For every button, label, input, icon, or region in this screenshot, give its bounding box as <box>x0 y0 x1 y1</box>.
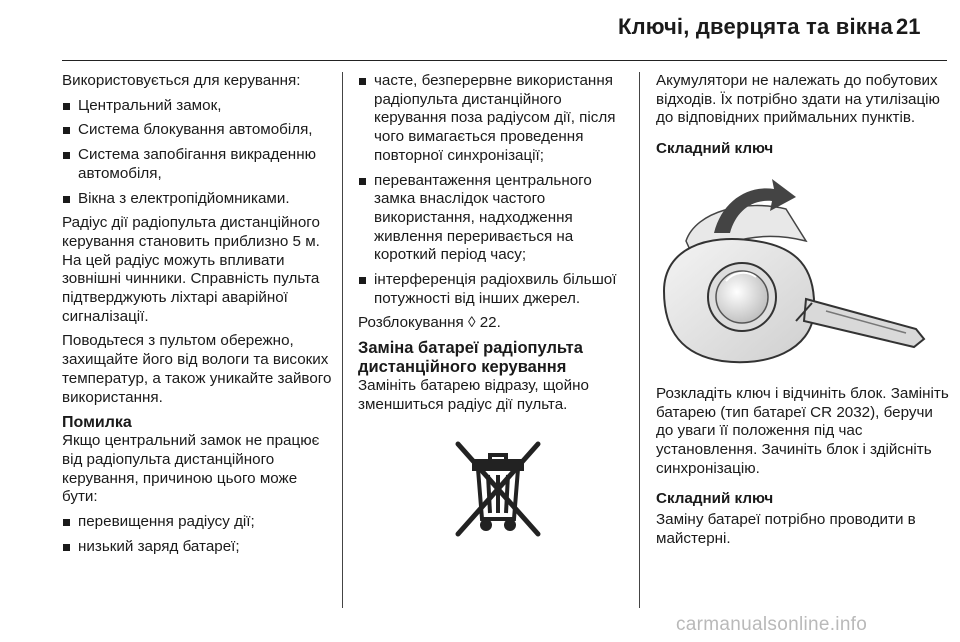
fault-paragraph: Якщо центральний замок не працює від радіопульта дистанційного керування, причиною цього може бути: <box>62 432 320 506</box>
list-item: Центральний замок, <box>62 97 334 116</box>
page-number: 21 <box>896 14 921 39</box>
list-item: Вікна з електропідйомниками. <box>62 190 334 209</box>
list-item: інтерференція радіохвиль більшої потужності від інших джерел. <box>358 271 636 308</box>
intro-text: Використовується для керування: <box>62 72 301 89</box>
header-divider <box>62 60 947 61</box>
unlock-reference: Розблокування ◊ 22. <box>358 314 501 332</box>
battery-paragraph: Замініть батарею відразу, щойно зменшиться радіус дії пульта. <box>358 377 589 413</box>
column-divider-1 <box>342 72 343 608</box>
uses-list <box>62 97 334 209</box>
folding-key-heading: Складний ключ <box>656 140 774 158</box>
causes-list <box>62 513 334 556</box>
watermark: carmanualsonline.info <box>676 614 868 635</box>
fault-heading: Помилка <box>62 414 132 432</box>
column-1 <box>62 72 334 562</box>
column-2 <box>358 72 636 539</box>
page-title: Ключі, дверцята та вікна <box>618 14 893 39</box>
column-3 <box>656 72 952 554</box>
crossed-out-wheelie-bin-icon <box>452 439 544 539</box>
folding-key-heading-2: Складний ключ <box>656 490 774 508</box>
disposal-paragraph: Акумулятори не належать до побутових відходів. Їх потрібно здати на утилізацію до відповідних приймальних пунктів. <box>656 72 940 127</box>
column-divider-2 <box>639 72 640 608</box>
list-item: Система запобігання викраденню автомобіля, <box>62 146 334 183</box>
range-paragraph: Радіус дії радіопульта дистанційного керування становить приблизно 5 м. На цей радіус можуть впливати зовнішні чинники. Справність пульта підтверджують ліхтарі аварійної сигналізації. <box>62 214 320 325</box>
workshop-paragraph: Заміну батареї потрібно проводити в майстерні. <box>656 511 916 547</box>
care-paragraph: Поводьтеся з пультом обережно, захищайте його від вологи та високих температур, а також уникайте зайвого використання. <box>62 332 332 406</box>
folding-key-battery-illustration <box>656 171 934 371</box>
list-item: Система блокування автомобіля, <box>62 121 334 140</box>
list-item: низький заряд батареї; <box>62 538 334 557</box>
causes-list-continued <box>358 72 636 308</box>
folding-key-paragraph: Розкладіть ключ і відчиніть блок. Замініть батарею (тип батареї CR 2032), беручи до уваги її положення під час установлення. Зачиніть блок і здійсніть синхронізацію. <box>656 384 949 477</box>
list-item: перевищення радіусу дії; <box>62 513 334 532</box>
battery-heading: Заміна батареї радіопульта дистанційного керування <box>358 339 583 377</box>
list-item: часте, безперервне використання радіопульта дистанційного керування поза радіусом дії, після чого вимагається проведення повторної синхронізації; <box>358 72 636 166</box>
list-item: перевантаження центрального замка внаслідок частого використання, надходження живлення переривається на короткий період часу; <box>358 172 636 266</box>
